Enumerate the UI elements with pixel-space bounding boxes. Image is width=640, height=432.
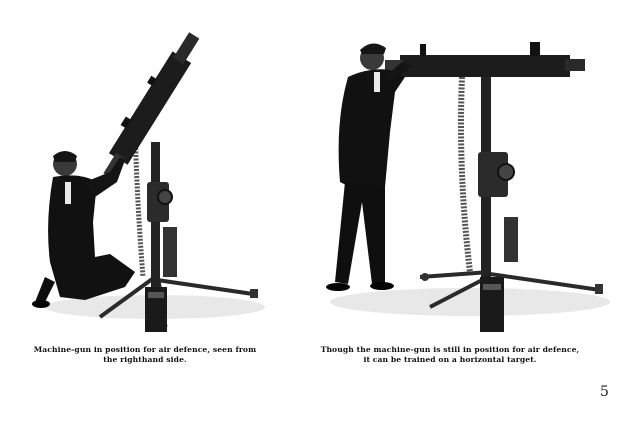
caption-left-line1: Machine-gun in position for air defence, seen from — [33, 345, 257, 354]
photo-kneeling-gunner — [25, 22, 275, 340]
caption-right — [285, 345, 615, 365]
caption-left — [20, 345, 270, 365]
caption-right-line2: it can be trained on a horizontal target. — [363, 355, 537, 364]
page-number: 5 — [600, 384, 609, 400]
caption-left-line2: the righthand side. — [103, 355, 187, 364]
caption-right-line1: Though the machine-gun is still in position for air defence, — [320, 345, 580, 354]
photo-standing-gunner — [290, 22, 610, 340]
